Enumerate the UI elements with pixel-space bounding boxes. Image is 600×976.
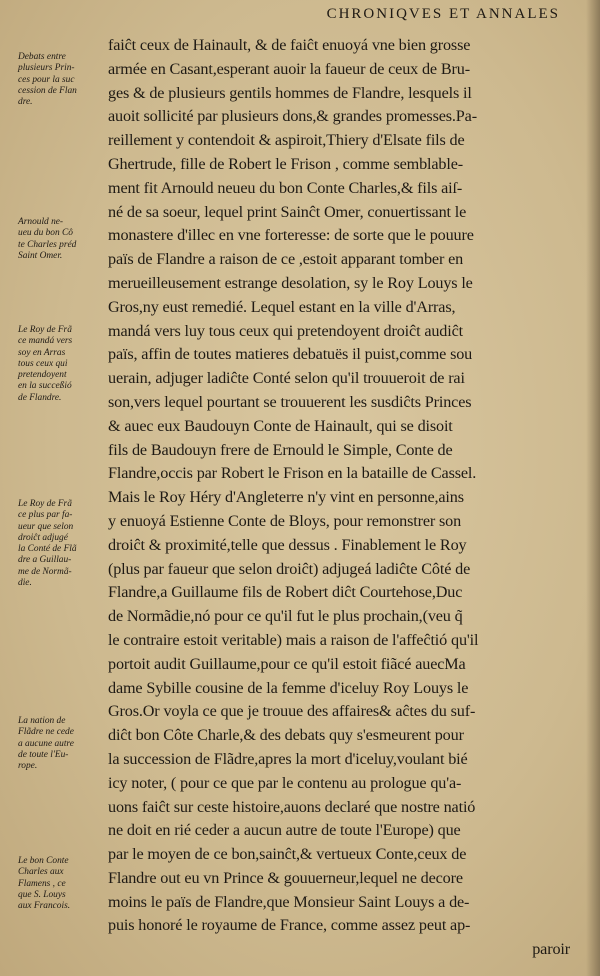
text-line: fils de Baudouyn frere de Ernould le Simple, Conte de <box>108 440 453 459</box>
margin-line: la Conté de Flã <box>18 544 77 555</box>
text-line: son,vers lequel pourtant se trouuerent les susdiĉts Princes <box>108 392 472 411</box>
text-line: ne doit en rié ceder a aucun autre de toute l'Europe) que <box>108 821 461 840</box>
text-line: portoit audit Guillaume,pour ce qu'il estoit fiãcé auecMa <box>108 654 466 673</box>
margin-line: de toute l'Eu- <box>18 749 69 760</box>
text-line: Gros,ny eust remedié. Lequel estant en la ville d'Arras, <box>108 297 456 316</box>
margin-line: Charles aux <box>18 867 64 878</box>
margin-line: ueu du bon Cô <box>18 228 73 239</box>
text-line: diĉt bon Côte Charle,& des debats quy s'esmeurent pour <box>108 726 464 745</box>
text-line: monastere d'illec en vne forteresse: de sorte que le pouure <box>108 226 474 245</box>
text-line: de Normãdie,nó pour ce qu'il fut le plus prochain,(veu q̃ <box>108 607 463 626</box>
margin-line: ce mandá vers <box>18 336 73 347</box>
text-line: auoit sollicité par plusieurs dons,& grandes promesses.Pa- <box>108 107 477 126</box>
margin-line: Le bon Conte <box>18 856 69 866</box>
text-line: armée en Casant,esperant auoir la faueur de ceux de Bru- <box>108 59 470 78</box>
margin-note-roy-adjuge <box>18 499 102 589</box>
margin-line: aux Francois. <box>18 901 71 912</box>
margin-line: soy en Arras <box>18 347 66 358</box>
text-line: uerain, adjuger ladiĉte Conté selon qu'il trouueroit de rai <box>108 369 465 388</box>
text-line: faiĉt ceux de Hainault, & de faiĉt enuoyá vne bien grosse <box>108 36 471 54</box>
margin-line: de Flandre. <box>18 392 62 403</box>
text-line: Flandre out eu vn Prince & gouuerneur,lequel ne decore <box>108 868 463 887</box>
text-line: Flandre,occis par Robert le Frison en la bataille de Cassel. <box>108 464 477 483</box>
margin-line: tous ceux qui <box>18 358 68 369</box>
margin-line: Debats entre <box>18 52 66 62</box>
text-line: païs de Flandre a raison de ce ,estoit apparant tomber en <box>108 250 464 269</box>
text-line: merueilleusement estrange desolation, sy le Roy Louys le <box>108 273 473 292</box>
margin-line: Flamens , ce <box>18 878 66 889</box>
text-line: puis honoré le royaume de France, comme assez peut ap- <box>108 916 471 935</box>
text-line: païs, affin de toutes matieres debatuës il puist,comme sou <box>108 345 473 364</box>
text-line: droiĉt & proximité,telle que dessus . Finablement le Roy <box>108 535 467 554</box>
text-line: Mais le Roy Héry d'Angleterre n'y vint en personne,ains <box>108 488 464 507</box>
text-line: ment fit Arnould neueu du bon Conte Charles,& fils aiſ- <box>108 178 463 197</box>
margin-line: te Charles préd <box>18 239 77 250</box>
main-text-block <box>108 34 570 962</box>
margin-line: en la succeßió <box>18 381 72 392</box>
text-line: icy noter, ( pour ce que par le contenu au prologue qu'a- <box>108 773 462 792</box>
margin-line: me de Normã- <box>18 566 72 577</box>
running-title: CHRONIQVES ET ANNALES <box>326 6 560 22</box>
text-line: le contraire estoit veritable) mais a raison de l'affeĉtió qu'il <box>108 630 479 649</box>
margin-line: a aucune autre <box>18 738 74 749</box>
margin-line: ce plus par fa- <box>18 510 73 521</box>
text-line: uons faiĉt sur ceste histoire,auons declaré que nostre natió <box>108 797 476 816</box>
text-line-last: paroir <box>532 940 570 959</box>
text-line: & auec eux Baudouyn Conte de Hainault, qui se disoit <box>108 416 453 435</box>
margin-line: Saint Omer. <box>18 250 63 261</box>
margin-line: plusieurs Prin- <box>18 63 75 74</box>
text-line: ges & de plusieurs gentils hommes de Flandre, lesquels il <box>108 83 472 102</box>
text-line: (plus par faueur que selon droiĉt) adjugeá ladiĉte Côté de <box>108 559 471 578</box>
text-line: moins le païs de Flandre,que Monsieur Saint Louys a de- <box>108 892 470 911</box>
margin-line: die. <box>18 578 32 589</box>
margin-line: Le Roy de Frã <box>18 325 72 335</box>
margin-note-arnould <box>18 217 102 262</box>
text-line: mandá vers luy tous ceux qui pretendoyent droiĉt audiĉt <box>108 321 463 340</box>
text-line: Flandre,a Guillaume fils de Robert diĉt Courtehose,Duc <box>108 583 463 602</box>
margin-note-bon-conte <box>18 856 102 912</box>
margin-line: dre a Guillau- <box>18 555 72 566</box>
text-line: la succession de Flãdre,apres la mort d'iceluy,voulant bié <box>108 749 468 768</box>
margin-note-nation <box>18 716 102 772</box>
margin-line: dre. <box>18 97 33 108</box>
margin-line: La nation de <box>18 716 66 726</box>
margin-line: droiĉt adjugé <box>18 532 68 543</box>
margin-line: Flãdre ne cede <box>18 727 74 738</box>
margin-line: ces pour la suc <box>18 74 75 85</box>
margin-line: Arnould ne- <box>18 217 64 227</box>
margin-line: pretendoyent <box>18 370 67 381</box>
margin-line: rope. <box>18 761 38 772</box>
text-line: né de sa soeur, lequel print Sainĉt Omer, conuertissant le <box>108 202 467 221</box>
text-line: Gros.Or voyla ce que je trouue des affaires& aĉtes du suf- <box>108 702 476 721</box>
text-line: reillement y contendoit & aspiroit,Thiery d'Elsate fils de <box>108 131 465 150</box>
margin-line: que S. Louys <box>18 889 66 900</box>
margin-line: ueur que selon <box>18 521 74 532</box>
margin-line: Le Roy de Frã <box>18 499 72 509</box>
margin-note-debats <box>18 52 102 108</box>
text-line: Ghertrude, fille de Robert le Frison , comme semblable- <box>108 154 463 173</box>
page-edge-shadow <box>586 0 600 976</box>
text-line: y enuoyá Estienne Conte de Bloys, pour remonstrer son <box>108 511 462 530</box>
text-line: par le moyen de ce bon,sainĉt,& vertueux Conte,ceux de <box>108 845 467 864</box>
text-line: dame Sybille cousine de la femme d'iceluy Roy Louys le <box>108 678 469 697</box>
margin-line: cession de Flan <box>18 85 77 96</box>
margin-note-roy-mande <box>18 325 102 404</box>
